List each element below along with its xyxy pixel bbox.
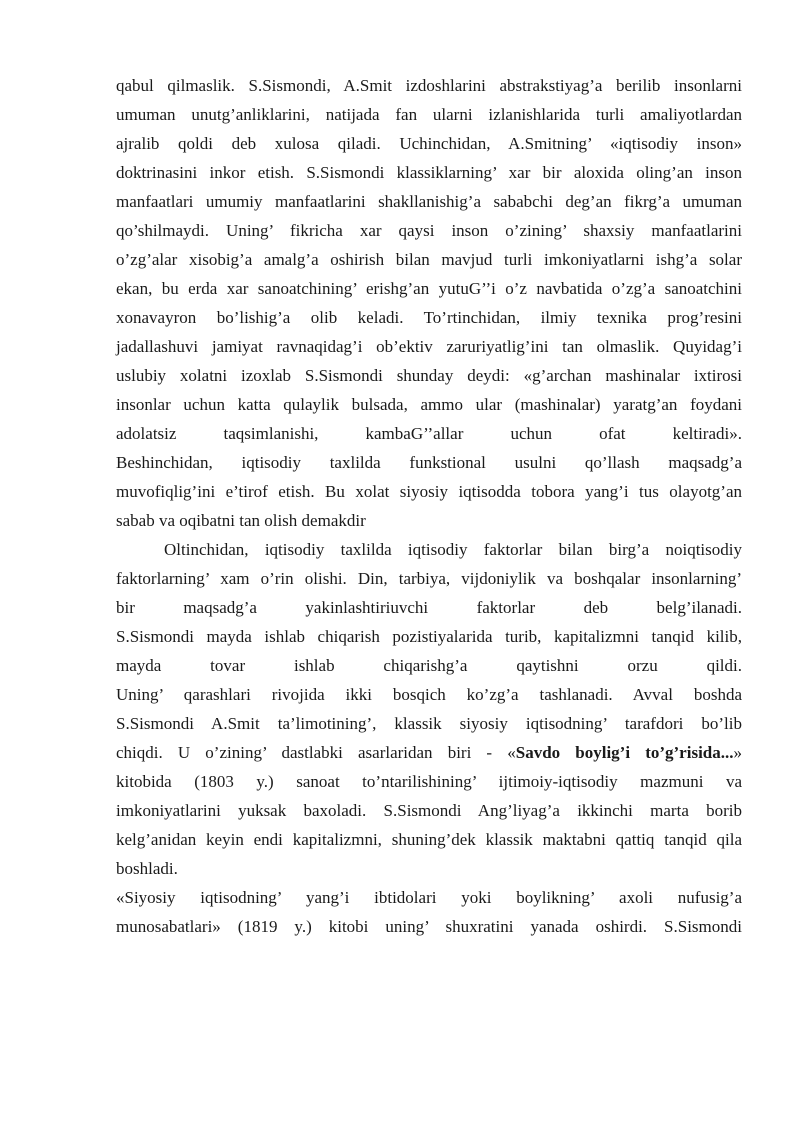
text-line: qabul qilmaslik. S.Sismondi, A.Smit izdoshlarini abstrakstiyag’a berilib insonlarni (116, 76, 742, 95)
text-segment: chiqdi. U o’zining’ dastlabki asarlaridan biri - « (116, 743, 516, 762)
text-line: umuman unutg’anliklarini, natijada fan ularni izlanishlarida turli amaliyotlardan (116, 105, 742, 124)
paragraph-first-line: Oltinchidan, iqtisodiy taxlilda iqtisodiy faktorlar bilan birg’a noiqtisodiy (164, 540, 742, 559)
text-line: kitobida (1803 y.) sanoat to’ntarilishining’ ijtimoiy-iqtisodiy mazmuni va (116, 772, 742, 791)
text-line: munosabatlari» (1819 y.) kitobi uning’ shuxratini yanada oshirdi. S.Sismondi (116, 917, 742, 936)
text-line: doktrinasini inkor etish. S.Sismondi klassiklarning’ xar bir aloxida oling’an inson (116, 163, 742, 182)
text-line: adolatsiz taqsimlanishi, kambaG’’allar uchun ofat keltiradi». (116, 424, 742, 443)
text-line: xonavayron bo’lishig’a olib keladi. To’rtinchidan, ilmiy texnika prog’resini (116, 308, 742, 327)
text-line: Uning’ qarashlari rivojida ikki bosqich ko’zg’a tashlanadi. Avval boshda (116, 685, 742, 704)
text-line-with-title (116, 743, 742, 763)
text-line: bir maqsadg’a yakinlashtiriuvchi faktorlar deb belg’ilanadi. (116, 598, 742, 617)
text-line: ekan, bu erda xar sanoatchining’ erishg’an yutuG’’i o’z navbatida o’zg’a sanoatchini (116, 279, 742, 298)
text-line: «Siyosiy iqtisodning’ yang’i ibtidolari yoki boylikning’ axoli nufusig’a (116, 888, 742, 907)
text-line: o’zg’alar xisobig’a amalg’a oshirish bilan mavjud turli imkoniyatlarni ishg’a solar (116, 250, 742, 269)
text-line: imkoniyatlarini yuksak baxoladi. S.Sismondi Ang’liyag’a ikkinchi marta borib (116, 801, 742, 820)
text-line: muvofiqlig’ini e’tirof etish. Bu xolat siyosiy iqtisodda tobora yang’i tus olayotg’an (116, 482, 742, 501)
text-line: jadallashuvi jamiyat ravnaqidag’i ob’ektiv zaruriyatlig’ini tan olmaslik. Quyidag’i (116, 337, 742, 356)
text-line: insonlar uchun katta qulaylik bulsada, ammo ular (mashinalar) yaratg’an foydani (116, 395, 742, 414)
text-line: manfaatlari umumiy manfaatlarini shakllanishig’a sababchi deg’an fikrg’a umuman (116, 192, 742, 211)
text-line: S.Sismondi mayda ishlab chiqarish pozistiyalarida turib, kapitalizmni tanqid kilib, (116, 627, 742, 646)
text-line: qo’shilmaydi. Uning’ fikricha xar qaysi inson o’zining’ shaxsiy manfaatlarini (116, 221, 742, 240)
text-line: Beshinchidan, iqtisodiy taxlilda funkstional usulni qo’llash maqsadg’a (116, 453, 742, 472)
text-line: sabab va oqibatni tan olish demakdir (116, 511, 366, 530)
text-line: mayda tovar ishlab chiqarishg’a qaytishni orzu qildi. (116, 656, 742, 675)
text-line: uslubiy xolatni izoxlab S.Sismondi shunday deydi: «g’archan mashinalar ixtirosi (116, 366, 742, 385)
text-line: S.Sismondi A.Smit ta’limotining’, klassik siyosiy iqtisodning’ tarafdori bo’lib (116, 714, 742, 733)
text-segment: » (733, 743, 742, 762)
text-line: faktorlarning’ xam o’rin olishi. Din, tarbiya, vijdoniylik va boshqalar insonlarning’ (116, 569, 742, 588)
text-line: ajralib qoldi deb xulosa qiladi. Uchinchidan, A.Smitning’ «iqtisodiy inson» (116, 134, 742, 153)
text-line: boshladi. (116, 859, 178, 878)
text-line: kelg’anidan keyin endi kapitalizmni, shuning’dek klassik maktabni qattiq tanqid qila (116, 830, 742, 849)
book-title: Savdo boylig’i to’g’risida... (515, 743, 734, 762)
